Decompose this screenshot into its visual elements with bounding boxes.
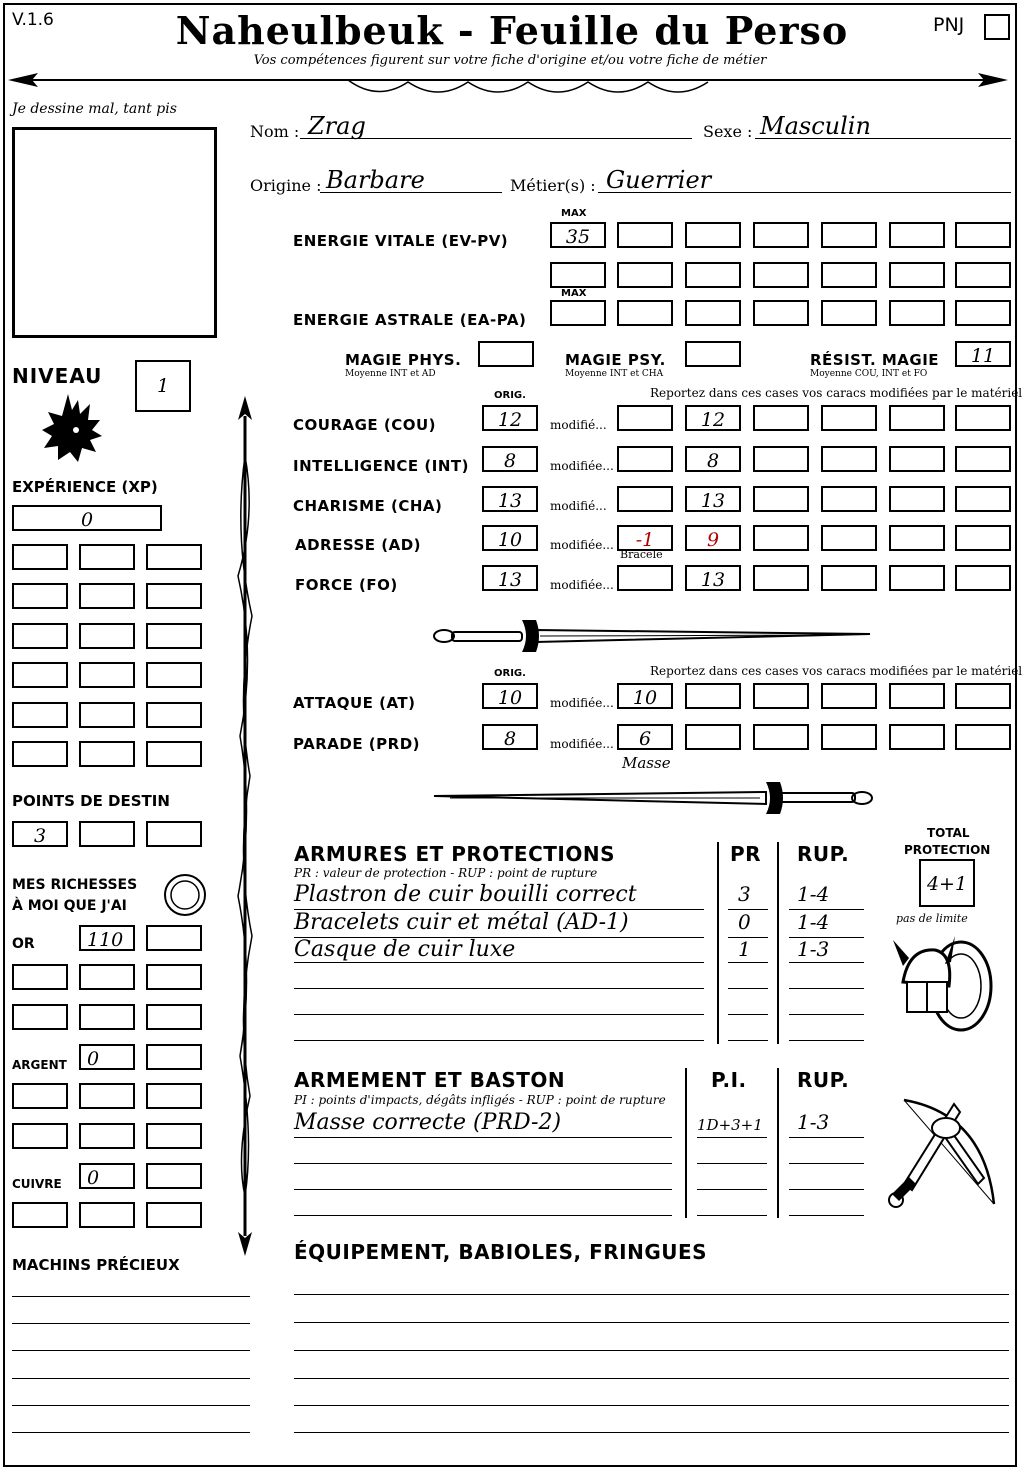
argent-extra-box[interactable] bbox=[146, 1044, 202, 1070]
destin-extra-box[interactable] bbox=[146, 821, 202, 847]
ea-box[interactable] bbox=[753, 300, 809, 326]
pnj-checkbox[interactable] bbox=[984, 14, 1010, 40]
combat-orig-box[interactable]: 10 bbox=[482, 683, 538, 709]
helmet-shield-icon bbox=[889, 926, 999, 1038]
portrait-caption: Je dessine mal, tant pis bbox=[12, 101, 177, 117]
richesses-label: MES RICHESSES bbox=[12, 877, 138, 893]
sexe-line bbox=[755, 138, 1011, 139]
armure-line bbox=[728, 1014, 768, 1015]
xp-extra-box[interactable] bbox=[79, 583, 135, 609]
niveau-label: NIVEAU bbox=[12, 364, 103, 388]
sexe-value[interactable]: Masculin bbox=[760, 112, 871, 140]
carac-extra-box[interactable] bbox=[955, 405, 1011, 431]
ev-label: ENERGIE VITALE (EV-PV) bbox=[293, 232, 509, 250]
carac-final-box[interactable]: 13 bbox=[685, 486, 741, 512]
xp-extra-box[interactable] bbox=[79, 662, 135, 688]
machins-line bbox=[12, 1405, 250, 1406]
ev-box[interactable] bbox=[955, 262, 1011, 288]
resist-magie-label: RÉSIST. MAGIE bbox=[810, 351, 940, 369]
carac-label: ADRESSE (AD) bbox=[295, 536, 422, 554]
or-extra-box[interactable] bbox=[146, 1004, 202, 1030]
arme-rup[interactable]: 1-3 bbox=[797, 1110, 830, 1134]
combat-orig-box[interactable]: 8 bbox=[482, 724, 538, 750]
combat-mod-label: modifiée... bbox=[550, 696, 614, 710]
cuivre-extra-box[interactable] bbox=[146, 1163, 202, 1189]
xp-extra-box[interactable] bbox=[12, 741, 68, 767]
carac-extra-box[interactable] bbox=[821, 486, 877, 512]
sexe-label: Sexe : bbox=[703, 122, 753, 141]
xp-extra-box[interactable] bbox=[146, 662, 202, 688]
spear-ornament bbox=[230, 396, 260, 1256]
cuivre-extra-box[interactable] bbox=[146, 1202, 202, 1228]
xp-extra-box[interactable] bbox=[146, 544, 202, 570]
carac-orig-box[interactable]: 12 bbox=[482, 405, 538, 431]
combat-extra-box[interactable] bbox=[955, 724, 1011, 750]
carac-extra-box[interactable] bbox=[889, 446, 945, 472]
carac-label: INTELLIGENCE (INT) bbox=[293, 457, 469, 475]
armure-line bbox=[294, 988, 704, 989]
combat-final-box[interactable]: 6 bbox=[617, 724, 673, 750]
equipement-title: ÉQUIPEMENT, BABIOLES, FRINGUES bbox=[294, 1240, 708, 1264]
ev-box[interactable] bbox=[821, 262, 877, 288]
sword-icon bbox=[430, 776, 875, 820]
carac-mod-box[interactable] bbox=[617, 565, 673, 591]
equipement-line bbox=[294, 1322, 1009, 1323]
carac-extra-box[interactable] bbox=[821, 405, 877, 431]
argent-box[interactable]: 0 bbox=[79, 1044, 135, 1070]
carac-extra-box[interactable] bbox=[821, 565, 877, 591]
armures-rup-header: RUP. bbox=[797, 842, 850, 866]
armure-line bbox=[728, 1040, 768, 1041]
metier-line bbox=[598, 192, 1011, 193]
argent-extra-box[interactable] bbox=[12, 1083, 68, 1109]
ea-max-label: MAX bbox=[561, 288, 587, 299]
armure-line bbox=[294, 962, 704, 963]
magie-phys-box[interactable] bbox=[478, 341, 534, 367]
carac-mod-box[interactable]: -1 bbox=[617, 525, 673, 551]
xp-extra-box[interactable] bbox=[79, 623, 135, 649]
armure-line bbox=[789, 962, 864, 963]
origine-value[interactable]: Barbare bbox=[326, 166, 425, 194]
carac-extra-box[interactable] bbox=[753, 405, 809, 431]
combat-final-box[interactable]: 10 bbox=[617, 683, 673, 709]
armures-title: ARMURES ET PROTECTIONS bbox=[294, 842, 615, 866]
sword-icon bbox=[430, 612, 875, 656]
armement-rup-header: RUP. bbox=[797, 1068, 850, 1092]
ev-max-box[interactable]: 35 bbox=[550, 222, 606, 248]
machins-line bbox=[12, 1323, 250, 1324]
arme-line bbox=[294, 1137, 672, 1138]
ev-box[interactable] bbox=[955, 222, 1011, 248]
xp-extra-box[interactable] bbox=[79, 544, 135, 570]
machins-label: MACHINS PRÉCIEUX bbox=[12, 1256, 180, 1274]
ev-box[interactable] bbox=[889, 222, 945, 248]
ev-box[interactable] bbox=[685, 222, 741, 248]
equipement-line bbox=[294, 1378, 1009, 1379]
arme-line bbox=[697, 1163, 767, 1164]
origine-label: Origine : bbox=[250, 176, 322, 195]
carac-mod-label: modifiée... bbox=[550, 538, 614, 552]
armure-line bbox=[789, 1040, 864, 1041]
arme-line bbox=[294, 1163, 672, 1164]
magie-phys-label: MAGIE PHYS. bbox=[345, 351, 462, 369]
xp-extra-box[interactable] bbox=[12, 702, 68, 728]
armures-subtitle: PR : valeur de protection - RUP : point de rupture bbox=[294, 866, 598, 880]
armure-pr[interactable]: 1 bbox=[738, 937, 751, 961]
total-protection-label: TOTAL bbox=[927, 826, 970, 840]
destin-box[interactable]: 3 bbox=[12, 821, 68, 847]
machins-line bbox=[12, 1378, 250, 1379]
armure-name[interactable]: Casque de cuir luxe bbox=[294, 937, 516, 962]
origine-line bbox=[320, 192, 502, 193]
carac-extra-box[interactable] bbox=[955, 525, 1011, 551]
combat-extra-box[interactable] bbox=[889, 724, 945, 750]
orig-label: ORIG. bbox=[494, 390, 526, 401]
arme-line bbox=[789, 1137, 864, 1138]
ea-box[interactable] bbox=[955, 300, 1011, 326]
nom-label: Nom : bbox=[250, 122, 300, 141]
carac-mod-label: modifié... bbox=[550, 499, 607, 513]
armure-rup[interactable]: 1-4 bbox=[797, 882, 830, 906]
carac-extra-box[interactable] bbox=[955, 446, 1011, 472]
argent-label: ARGENT bbox=[12, 1058, 67, 1072]
carac-extra-box[interactable] bbox=[889, 405, 945, 431]
combat-extra-box[interactable] bbox=[889, 683, 945, 709]
cuivre-extra-box[interactable] bbox=[12, 1202, 68, 1228]
magie-phys-sub: Moyenne INT et AD bbox=[345, 369, 436, 379]
ev-box[interactable] bbox=[821, 222, 877, 248]
argent-extra-box[interactable] bbox=[146, 1123, 202, 1149]
carac-label: COURAGE (COU) bbox=[293, 416, 437, 434]
xp-box[interactable]: 0 bbox=[12, 505, 162, 531]
nom-value[interactable]: Zrag bbox=[308, 112, 366, 140]
equipement-line bbox=[294, 1432, 1009, 1433]
carac-extra-box[interactable] bbox=[753, 565, 809, 591]
carac-label: FORCE (FO) bbox=[295, 576, 398, 594]
combat-extra-box[interactable] bbox=[955, 683, 1011, 709]
armure-line bbox=[728, 988, 768, 989]
arme-line bbox=[789, 1163, 864, 1164]
combat-label: ATTAQUE (AT) bbox=[293, 694, 416, 712]
arme-line bbox=[789, 1215, 864, 1216]
xp-extra-box[interactable] bbox=[12, 662, 68, 688]
ea-box[interactable] bbox=[889, 300, 945, 326]
ev-box[interactable] bbox=[889, 262, 945, 288]
ea-box[interactable] bbox=[685, 300, 741, 326]
ea-label: ENERGIE ASTRALE (EA-PA) bbox=[293, 311, 527, 329]
magie-psy-sub: Moyenne INT et CHA bbox=[565, 369, 664, 379]
carac-mod-label: modifié... bbox=[550, 418, 607, 432]
armement-pi-header: P.I. bbox=[711, 1068, 747, 1092]
xp-extra-box[interactable] bbox=[79, 702, 135, 728]
xp-label: EXPÉRIENCE (XP) bbox=[12, 478, 158, 496]
argent-extra-box[interactable] bbox=[146, 1083, 202, 1109]
carac-extra-box[interactable] bbox=[753, 446, 809, 472]
combat-extra-box[interactable] bbox=[753, 683, 809, 709]
armure-line bbox=[728, 962, 768, 963]
argent-extra-box[interactable] bbox=[79, 1123, 135, 1149]
xp-extra-box[interactable] bbox=[146, 702, 202, 728]
carac-extra-box[interactable] bbox=[889, 565, 945, 591]
armures-pr-header: PR bbox=[730, 842, 762, 866]
carac-extra-box[interactable] bbox=[889, 525, 945, 551]
carac-extra-box[interactable] bbox=[955, 486, 1011, 512]
arme-line bbox=[294, 1189, 672, 1190]
combat-extra-box[interactable] bbox=[685, 683, 741, 709]
ev-box[interactable] bbox=[550, 262, 606, 288]
armures-divider bbox=[717, 842, 719, 1044]
carac-orig-box[interactable]: 13 bbox=[482, 486, 538, 512]
armure-name[interactable]: Plastron de cuir bouilli correct bbox=[294, 882, 637, 907]
arme-line bbox=[697, 1189, 767, 1190]
or-extra-box[interactable] bbox=[79, 1004, 135, 1030]
xp-extra-box[interactable] bbox=[146, 623, 202, 649]
weapons-icon bbox=[884, 1094, 1004, 1216]
carac-extra-box[interactable] bbox=[753, 486, 809, 512]
xp-extra-box[interactable] bbox=[12, 623, 68, 649]
page-subtitle: Vos compétences figurent sur votre fiche d'origine et/ou votre fiche de métier bbox=[253, 53, 767, 68]
carac-orig-box[interactable]: 8 bbox=[482, 446, 538, 472]
armement-subtitle: PI : points d'impacts, dégâts infligés - RUP : point de rupture bbox=[294, 1093, 666, 1107]
combat-note: Masse bbox=[622, 754, 671, 772]
xp-extra-box[interactable] bbox=[146, 583, 202, 609]
combat-extra-box[interactable] bbox=[821, 683, 877, 709]
arme-line bbox=[789, 1189, 864, 1190]
header-spear-ornament bbox=[8, 66, 1008, 106]
armures-divider bbox=[777, 842, 779, 1044]
richesses-label-2: À MOI QUE J'AI bbox=[12, 898, 127, 914]
total-protection-box[interactable]: 4+1 bbox=[919, 859, 975, 907]
arme-line bbox=[697, 1137, 767, 1138]
xp-extra-box[interactable] bbox=[12, 583, 68, 609]
carac-final-box[interactable]: 9 bbox=[685, 525, 741, 551]
carac-mod-label: modifiée... bbox=[550, 459, 614, 473]
armure-rup[interactable]: 1-3 bbox=[797, 937, 830, 961]
armure-pr[interactable]: 3 bbox=[738, 882, 751, 906]
cuivre-box[interactable]: 0 bbox=[79, 1163, 135, 1189]
carac-extra-box[interactable] bbox=[821, 525, 877, 551]
carac-mod-label: modifiée... bbox=[550, 578, 614, 592]
niveau-box[interactable]: 1 bbox=[135, 360, 191, 412]
version-label: V.1.6 bbox=[12, 10, 54, 30]
destin-label: POINTS DE DESTIN bbox=[12, 792, 170, 810]
armure-rup[interactable]: 1-4 bbox=[797, 910, 830, 934]
ea-box[interactable] bbox=[617, 300, 673, 326]
xp-extra-box[interactable] bbox=[12, 544, 68, 570]
armure-pr[interactable]: 0 bbox=[738, 910, 751, 934]
pnj-label: PNJ bbox=[933, 14, 965, 36]
report-note: Reportez dans ces cases vos caracs modifiées par le matériel bbox=[650, 386, 1023, 400]
nom-line bbox=[300, 138, 692, 139]
ev-max-label: MAX bbox=[561, 208, 587, 219]
destin-extra-box[interactable] bbox=[79, 821, 135, 847]
or-extra-box[interactable] bbox=[79, 964, 135, 990]
or-label: OR bbox=[12, 936, 35, 952]
machins-line bbox=[12, 1350, 250, 1351]
or-box[interactable]: 110 bbox=[79, 925, 135, 951]
or-extra-box[interactable] bbox=[12, 1004, 68, 1030]
armure-line bbox=[294, 1040, 704, 1041]
machins-line bbox=[12, 1432, 250, 1433]
carac-mod-box[interactable] bbox=[617, 446, 673, 472]
combat-extra-box[interactable] bbox=[685, 724, 741, 750]
ev-box[interactable] bbox=[617, 222, 673, 248]
total-protection-label-2: PROTECTION bbox=[904, 843, 991, 857]
ea-box[interactable] bbox=[821, 300, 877, 326]
combat-mod-label: modifiée... bbox=[550, 737, 614, 751]
report-note-combat: Reportez dans ces cases vos caracs modifiées par le matériel bbox=[650, 664, 1023, 678]
arme-name[interactable]: Masse correcte (PRD-2) bbox=[294, 1110, 562, 1135]
resist-magie-box[interactable]: 11 bbox=[955, 341, 1011, 367]
metier-label: Métier(s) : bbox=[510, 176, 596, 195]
cuivre-extra-box[interactable] bbox=[79, 1202, 135, 1228]
carac-mod-box[interactable] bbox=[617, 486, 673, 512]
combat-extra-box[interactable] bbox=[821, 724, 877, 750]
armure-line bbox=[789, 1014, 864, 1015]
ea-max-box[interactable] bbox=[550, 300, 606, 326]
portrait-box[interactable] bbox=[12, 127, 217, 338]
armure-line bbox=[789, 988, 864, 989]
argent-extra-box[interactable] bbox=[12, 1123, 68, 1149]
xp-extra-box[interactable] bbox=[79, 741, 135, 767]
or-extra-box[interactable] bbox=[12, 964, 68, 990]
armure-line bbox=[294, 1014, 704, 1015]
armure-name[interactable]: Bracelets cuir et métal (AD-1) bbox=[294, 910, 629, 935]
resist-magie-sub: Moyenne COU, INT et FO bbox=[810, 369, 928, 379]
carac-mod-note: Bracele bbox=[620, 548, 663, 561]
combat-extra-box[interactable] bbox=[753, 724, 809, 750]
or-extra-box[interactable] bbox=[146, 925, 202, 951]
carac-label: CHARISME (CHA) bbox=[293, 497, 443, 515]
ev-box[interactable] bbox=[753, 222, 809, 248]
carac-final-box[interactable]: 13 bbox=[685, 565, 741, 591]
carac-extra-box[interactable] bbox=[955, 565, 1011, 591]
cuivre-label: CUIVRE bbox=[12, 1177, 62, 1191]
carac-extra-box[interactable] bbox=[753, 525, 809, 551]
orig-label-combat: ORIG. bbox=[494, 668, 526, 679]
carac-final-box[interactable]: 8 bbox=[685, 446, 741, 472]
arme-line bbox=[697, 1215, 767, 1216]
magie-psy-label: MAGIE PSY. bbox=[565, 351, 666, 369]
carac-extra-box[interactable] bbox=[889, 486, 945, 512]
machins-line bbox=[12, 1296, 250, 1297]
coin-icon bbox=[162, 872, 208, 918]
argent-extra-box[interactable] bbox=[79, 1083, 135, 1109]
total-protection-note: pas de limite bbox=[896, 912, 968, 925]
carac-orig-box[interactable]: 10 bbox=[482, 525, 538, 551]
xp-extra-box[interactable] bbox=[146, 741, 202, 767]
armement-divider bbox=[685, 1068, 687, 1218]
carac-mod-box[interactable] bbox=[617, 405, 673, 431]
ev-box[interactable] bbox=[685, 262, 741, 288]
page-title: Naheulbeuk - Feuille du Perso bbox=[175, 8, 849, 53]
metier-value[interactable]: Guerrier bbox=[606, 166, 712, 194]
ev-box[interactable] bbox=[617, 262, 673, 288]
carac-orig-box[interactable]: 13 bbox=[482, 565, 538, 591]
magie-psy-box[interactable] bbox=[685, 341, 741, 367]
armement-divider bbox=[777, 1068, 779, 1218]
equipement-line bbox=[294, 1350, 1009, 1351]
ev-box[interactable] bbox=[753, 262, 809, 288]
carac-final-box[interactable]: 12 bbox=[685, 405, 741, 431]
armement-title: ARMEMENT ET BASTON bbox=[294, 1068, 566, 1092]
arme-line bbox=[294, 1215, 672, 1216]
combat-label: PARADE (PRD) bbox=[293, 735, 421, 753]
or-extra-box[interactable] bbox=[146, 964, 202, 990]
equipement-line bbox=[294, 1405, 1009, 1406]
arme-pi[interactable]: 1D+3+1 bbox=[697, 1116, 763, 1134]
carac-extra-box[interactable] bbox=[821, 446, 877, 472]
dragon-icon bbox=[38, 390, 106, 466]
equipement-line bbox=[294, 1294, 1009, 1295]
